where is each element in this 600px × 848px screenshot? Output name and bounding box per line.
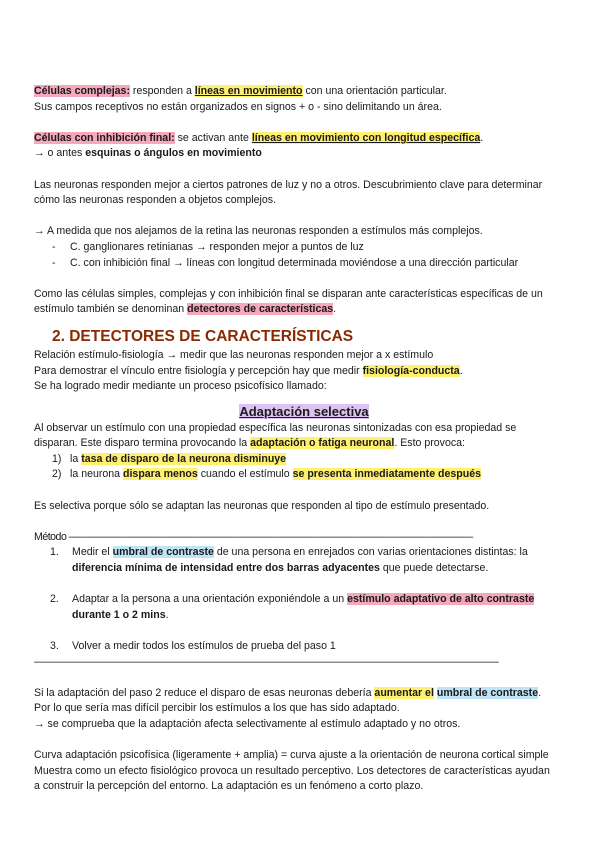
text: la neurona bbox=[70, 468, 124, 481]
text: Si la adaptación del paso 2 reduce el disparo de esas neuronas debería bbox=[34, 686, 375, 699]
method-step bbox=[34, 639, 574, 655]
term-immediately-after: se presenta inmediatamente después bbox=[292, 468, 482, 481]
end-stopped-cells-line bbox=[34, 131, 574, 147]
step-number: 1. bbox=[50, 546, 59, 559]
list-item bbox=[52, 467, 574, 483]
bullet-marker: - bbox=[52, 256, 56, 269]
method-label: Método bbox=[34, 530, 69, 543]
method-divider: ———————————————————————————————————————— bbox=[68, 530, 473, 543]
text: Para demostrar el vínculo entre fisiología y percepción hay que medir bbox=[34, 364, 363, 377]
effects-list bbox=[34, 452, 574, 483]
term-duration: durante 1 o 2 mins bbox=[72, 608, 166, 621]
term-adaptive-stimulus: estímulo adaptativo de alto contraste bbox=[347, 593, 535, 606]
curve-line: Curva adaptación psicofísica (ligeramente + amplia) = curva ajuste a la orientación de neurona cortical simple bbox=[34, 749, 549, 762]
method-end-divider: —————————————————————————————————————————————— bbox=[34, 655, 499, 668]
short-term-line: a construir la percepción del entorno. La adaptación es un fenómeno a corto plazo. bbox=[34, 780, 424, 793]
term-fires-less: dispara menos bbox=[123, 468, 198, 481]
subsection-heading bbox=[34, 403, 574, 421]
term-moving-lines: líneas en movimiento bbox=[194, 85, 303, 97]
term-firing-rate: tasa de disparo de la neurona disminuye bbox=[81, 452, 287, 465]
selective-effect-line: → se comprueba que la adaptación afecta selectivamente al estímulo adaptado y no otros. bbox=[34, 717, 461, 730]
text: disparan. Este disparo termina provocando la bbox=[34, 437, 251, 450]
list-item bbox=[52, 452, 574, 468]
adaptation-intro-line: Al observar un estímulo con una propiedad específica las neuronas sintonizadas con esa propiedad se bbox=[34, 421, 517, 434]
text: Adaptar a la persona a una orientación exponiéndole a un bbox=[72, 593, 348, 606]
step-number: 2. bbox=[50, 593, 59, 606]
list-number: 2) bbox=[52, 468, 62, 481]
text: → o antes bbox=[34, 147, 86, 160]
term-specific-length-lines: líneas en movimiento con longitud específica bbox=[251, 131, 481, 144]
term-feature-detectors: detectores de características bbox=[187, 303, 334, 316]
term-physiology-behavior: fisiología-conducta bbox=[362, 364, 460, 377]
section-heading: 2. DETECTORES DE CARACTERÍSTICAS bbox=[52, 327, 354, 345]
list-number: 1) bbox=[52, 452, 62, 465]
feature-detectors-intro-line: Como las células simples, complejas y con inhibición final se disparan ante características específicas de un bbox=[34, 287, 543, 300]
text: . bbox=[459, 364, 463, 377]
term-complex-cells: Células complejas: bbox=[34, 85, 130, 97]
text: cuando el estímulo bbox=[197, 468, 293, 481]
bullet-marker: - bbox=[52, 240, 56, 253]
harder-perceive-line: Por lo que sería mas difícil percibir los estímulos a los que has sido adaptado. bbox=[34, 702, 400, 715]
method-steps bbox=[34, 545, 574, 654]
term-contrast-threshold-2: umbral de contraste bbox=[436, 686, 539, 699]
text: C. con inhibición final → líneas con longitud determinada moviéndose a una dirección particular bbox=[70, 256, 519, 269]
complex-cells-line bbox=[34, 84, 574, 100]
text: . bbox=[333, 303, 337, 316]
method-header bbox=[34, 530, 574, 546]
adaptation-effect-line bbox=[34, 436, 574, 452]
text: . bbox=[165, 608, 169, 621]
text: se activan ante bbox=[174, 131, 252, 144]
physiological-effect-line: Muestra como un efecto fisiológico provoca un resultado perceptivo. Los detectores de características ayudan bbox=[34, 764, 550, 777]
term-end-stopped-cells: Células con inhibición final: bbox=[34, 131, 175, 144]
text: estímulo también se denominan bbox=[34, 303, 188, 316]
text: la bbox=[70, 452, 82, 465]
retina-complexity-line: → A medida que nos alejamos de la retina las neuronas responden a estímulos más complejos. bbox=[34, 225, 483, 238]
text: C. ganglionares retinianas → responden mejor a puntos de luz bbox=[70, 240, 364, 253]
text: responden a bbox=[129, 85, 195, 97]
conclusion-line bbox=[34, 686, 574, 702]
corners-line bbox=[34, 146, 574, 162]
text: Medir el bbox=[72, 546, 113, 559]
stimulus-physiology-line: Relación estímulo-fisiología → medir que las neuronas responden mejor a x estímulo bbox=[34, 348, 434, 361]
term-moving-corners: esquinas o ángulos en movimiento bbox=[85, 147, 262, 160]
text: Volver a medir todos los estímulos de prueba del paso 1 bbox=[72, 640, 336, 652]
list-item bbox=[52, 256, 574, 272]
text: . bbox=[480, 131, 484, 144]
document-page bbox=[34, 84, 574, 795]
text: de una persona en enrejados con varias orientaciones distintas: la bbox=[213, 546, 528, 559]
term-neural-fatigue: adaptación o fatiga neuronal bbox=[250, 437, 395, 450]
method-step bbox=[34, 545, 574, 576]
text: . Esto provoca: bbox=[394, 437, 466, 450]
text: con una orientación particular. bbox=[302, 85, 447, 97]
list-item bbox=[52, 240, 574, 256]
selective-explanation-line: Es selectiva porque sólo se adaptan las neuronas que responden al tipo de estímulo presentado. bbox=[34, 499, 490, 512]
term-contrast-threshold: umbral de contraste bbox=[112, 546, 214, 559]
term-min-intensity-difference: diferencia mínima de intensidad entre dos barras adyacentes bbox=[72, 562, 380, 575]
physiology-perception-line bbox=[34, 364, 574, 380]
text: que puede detectarse. bbox=[379, 562, 489, 575]
text: . bbox=[538, 686, 542, 699]
method-step bbox=[34, 592, 574, 623]
step-number: 3. bbox=[50, 640, 59, 652]
feature-detectors-term-line bbox=[34, 302, 574, 318]
receptive-fields-line: Sus campos receptivos no están organizados en signos + o - sino delimitando un área. bbox=[34, 100, 442, 113]
term-increase: aumentar el bbox=[374, 686, 434, 699]
neurons-complex-objects-line: cómo las neuronas responden a objetos complejos. bbox=[34, 194, 277, 207]
subsection-heading-text: Adaptación selectiva bbox=[239, 403, 369, 419]
psychophysical-line: Se ha logrado medir mediante un proceso psicofísico llamado: bbox=[34, 380, 327, 393]
cell-types-list bbox=[34, 240, 574, 271]
neurons-patterns-line: Las neuronas responden mejor a ciertos patrones de luz y no a otros. Descubrimiento clave para determinar bbox=[34, 178, 543, 191]
